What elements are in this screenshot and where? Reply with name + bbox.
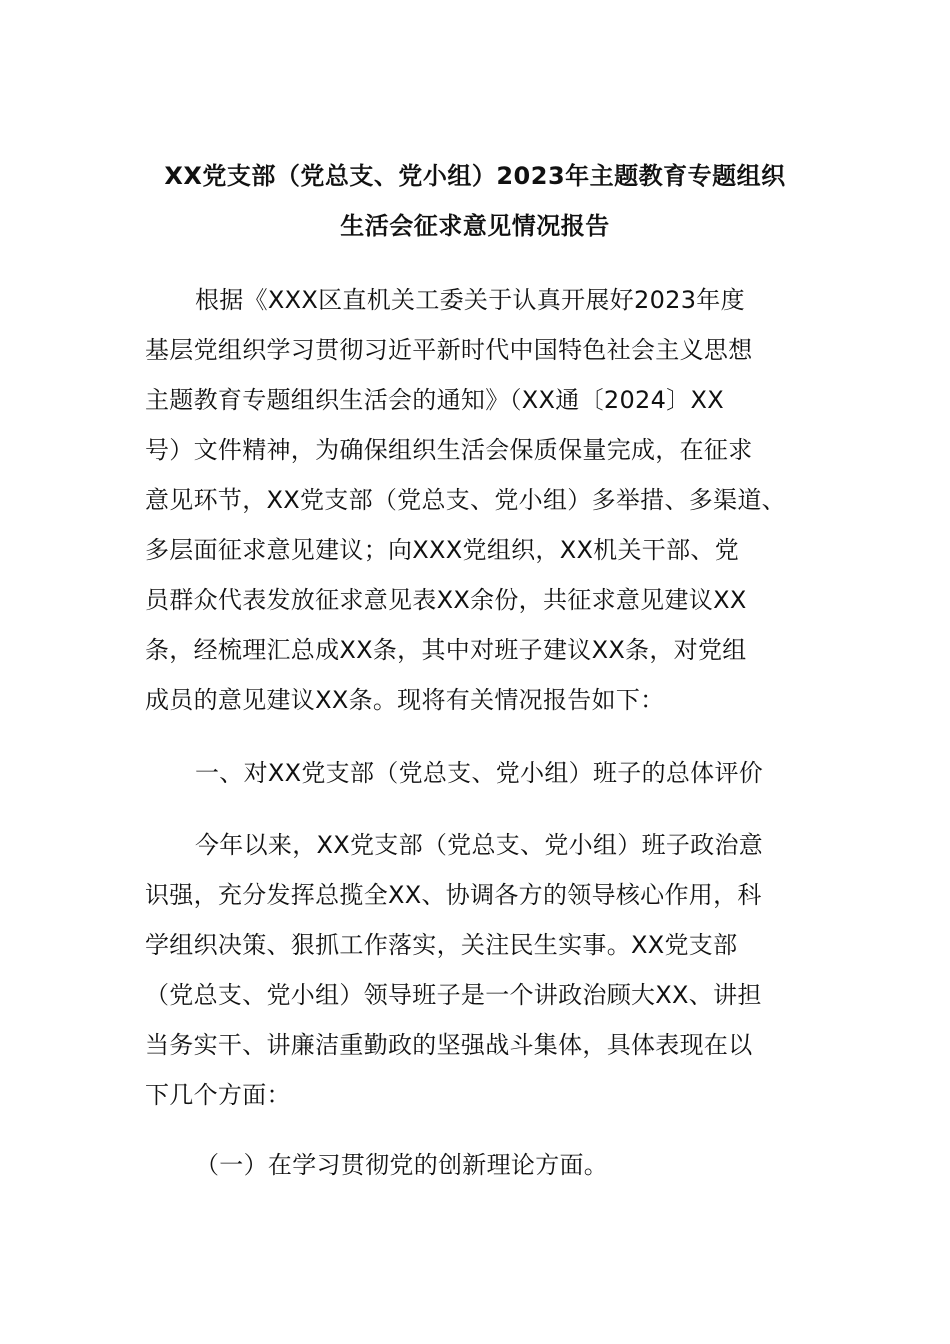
- paragraph-line: 号）文件精神，为确保组织生活会保质保量完成，在征求: [145, 436, 753, 464]
- paragraph-line: 学组织决策、狠抓工作落实，关注民生实事。XX党支部: [145, 931, 738, 959]
- paragraph-line: 基层党组织学习贯彻习近平新时代中国特色社会主义思想: [145, 336, 753, 364]
- paragraph-line: 员群众代表发放征求意见表XX余份，共征求意见建议XX: [145, 586, 747, 614]
- paragraph-line: 条，经梳理汇总成XX条，其中对班子建议XX条，对党组: [145, 636, 747, 664]
- paragraph-line: （党总支、党小组）领导班子是一个讲政治顾大XX、讲担: [145, 981, 762, 1009]
- paragraph-line: 今年以来，XX党支部（党总支、党小组）班子政治意: [195, 831, 764, 859]
- section-heading: 一、对XX党支部（党总支、党小组）班子的总体评价: [195, 759, 764, 787]
- paragraph-line: 当务实干、讲廉洁重勤政的坚强战斗集体，具体表现在以: [145, 1031, 753, 1059]
- paragraph-line: 根据《XXX区直机关工委关于认真开展好2023年度: [195, 286, 745, 314]
- paragraph-line: 识强，充分发挥总揽全XX、协调各方的领导核心作用，科: [145, 881, 762, 909]
- document-title-line-1: XX党支部（党总支、党小组）2023年主题教育专题组织: [164, 162, 786, 190]
- paragraph-line: 意见环节，XX党支部（党总支、党小组）多举措、多渠道、: [145, 486, 786, 514]
- paragraph-line: 下几个方面：: [145, 1081, 291, 1109]
- paragraph-line: 成员的意见建议XX条。现将有关情况报告如下：: [145, 686, 665, 714]
- document-title-line-2: 生活会征求意见情况报告: [340, 212, 610, 240]
- paragraph-line: 多层面征求意见建议；向XXX党组织，XX机关干部、党: [145, 536, 740, 564]
- subsection-heading: （一）在学习贯彻党的创新理论方面。: [195, 1151, 609, 1179]
- paragraph-line: 主题教育专题组织生活会的通知》（XX通〔2024〕XX: [145, 386, 724, 414]
